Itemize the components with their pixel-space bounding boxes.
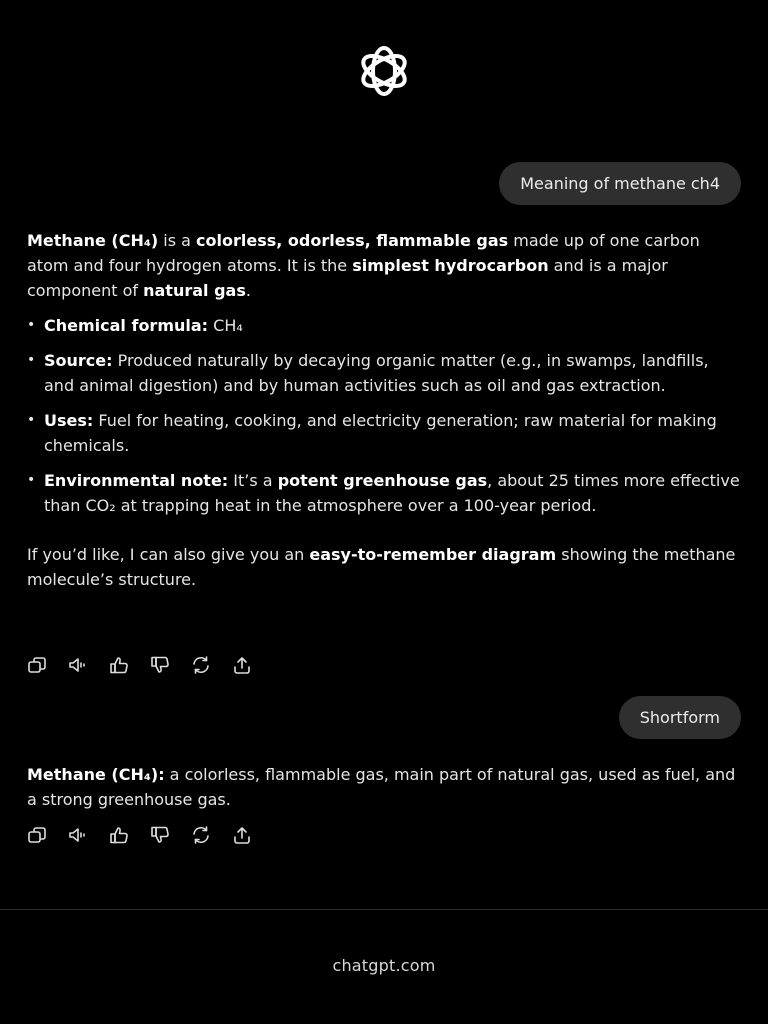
user-message-text: Shortform	[639, 708, 720, 727]
site-domain: chatgpt.com	[332, 956, 436, 975]
assistant-message	[27, 762, 743, 812]
read-aloud-icon[interactable]	[68, 655, 88, 675]
copy-icon[interactable]	[27, 825, 47, 845]
thumbs-down-icon[interactable]	[150, 825, 170, 845]
answer-short: Methane (CH₄): a colorless, flammable gas, main part of natural gas, used as fuel, and a strong greenhouse gas.	[27, 765, 736, 809]
user-message-bubble	[499, 162, 741, 205]
read-aloud-icon[interactable]	[68, 825, 88, 845]
regenerate-icon[interactable]	[191, 655, 211, 675]
footer-divider	[0, 909, 768, 910]
user-message-bubble	[619, 696, 741, 739]
copy-icon[interactable]	[27, 655, 47, 675]
answer-outro: If you’d like, I can also give you an easy-to-remember diagram showing the methane molecule’s structure.	[27, 545, 736, 589]
openai-logo-icon	[346, 44, 422, 98]
answer-bullet-list	[27, 313, 743, 518]
list-item: • Environmental note: It’s a potent greenhouse gas, about 25 times more effective than CO₂ at trapping heat in the atmosphere over a 100-year period.	[27, 468, 743, 518]
regenerate-icon[interactable]	[191, 825, 211, 845]
share-icon[interactable]	[232, 825, 252, 845]
user-message-text: Meaning of methane ch4	[520, 174, 720, 193]
message-actions	[27, 655, 252, 675]
thumbs-up-icon[interactable]	[109, 825, 129, 845]
assistant-message	[27, 228, 743, 592]
list-item: • Uses: Fuel for heating, cooking, and electricity generation; raw material for making chemicals.	[27, 408, 743, 458]
message-actions	[27, 825, 252, 845]
list-item: • Source: Produced naturally by decaying organic matter (e.g., in swamps, landfills, and animal digestion) and by human activities such as oil and gas extraction.	[27, 348, 743, 398]
thumbs-down-icon[interactable]	[150, 655, 170, 675]
answer-intro: Methane (CH₄) is a colorless, odorless, flammable gas made up of one carbon atom and four hydrogen atoms. It is the simplest hydrocarbon and is a major component of natural gas.	[27, 231, 700, 300]
share-icon[interactable]	[232, 655, 252, 675]
thumbs-up-icon[interactable]	[109, 655, 129, 675]
list-item: • Chemical formula: CH₄	[27, 313, 743, 338]
